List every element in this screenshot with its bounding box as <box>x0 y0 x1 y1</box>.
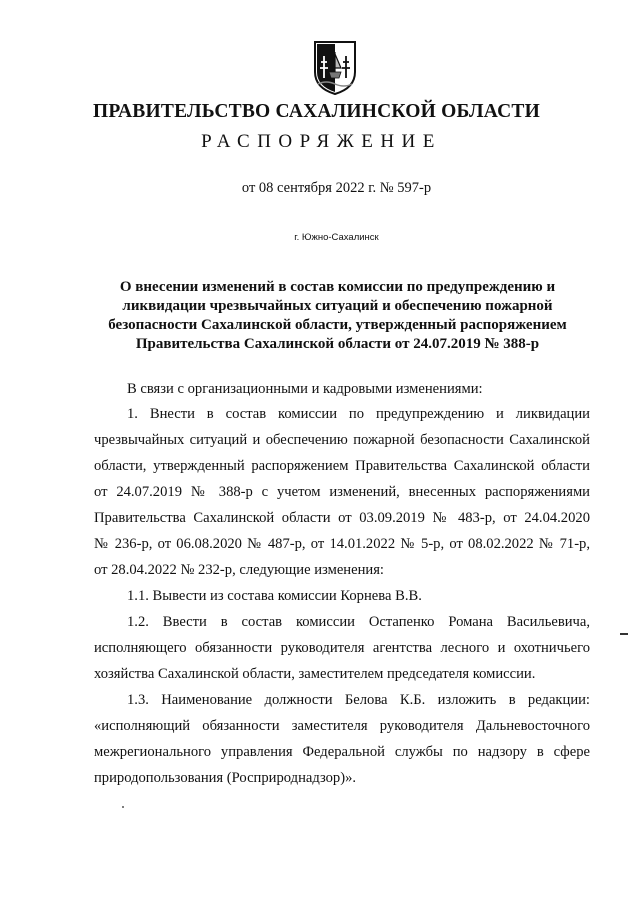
body-line: природопользования (Росприроднадзор)». <box>94 770 357 786</box>
body-line: 1. Внести в состав комиссии по предупреждению и ликвидации <box>127 406 590 422</box>
subject-line: ликвидации чрезвычайных ситуаций и обеспечению пожарной <box>122 298 553 314</box>
body-line: от 28.04.2022 № 232-р, следующие изменения: <box>94 562 384 578</box>
body-line: 1.3. Наименование должности Белова К.Б. изложить в редакции: <box>127 692 590 708</box>
document-date-number: от 08 сентября 2022 г. № 597-р <box>241 180 432 196</box>
body-line: 1.1. Вывести из состава комиссии Корнева В.В. <box>127 588 422 604</box>
body-line: Правительства Сахалинской области от 03.09.2019 № 483-р, от 24.04.2020 <box>94 510 590 526</box>
document-subject <box>100 278 575 354</box>
body-line: № 236-р, от 06.08.2020 № 487-р, от 14.01.2022 № 5-р, от 08.02.2022 № 71-р, <box>94 536 590 552</box>
scan-mark <box>620 633 628 635</box>
body-line: хозяйства Сахалинской области, заместителем председателя комиссии. <box>94 666 536 682</box>
body-line: области, утвержденный распоряжением Правительства Сахалинской области <box>94 458 590 474</box>
body-line: от 24.07.2019 № 388-р с учетом изменений, внесенных распоряжениями <box>94 484 590 500</box>
body-line: чрезвычайных ситуаций и обеспечению пожарной безопасности Сахалинской <box>94 432 590 448</box>
subject-line: безопасности Сахалинской области, утвержденный распоряжением <box>108 317 567 333</box>
sakhalin-coat-of-arms-icon <box>312 38 358 96</box>
subject-line: О внесении изменений в состав комиссии по предупреждению и <box>119 279 556 295</box>
subject-line: Правительства Сахалинской области от 24.07.2019 № 388-р <box>135 336 540 352</box>
body-line: исполняющего обязанности руководителя агентства лесного и охотничьего <box>94 640 590 656</box>
government-name: ПРАВИТЕЛЬСТВО САХАЛИНСКОЙ ОБЛАСТИ <box>93 101 540 122</box>
document-city: г. Южно-Сахалинск <box>294 232 379 243</box>
body-line: В связи с организационными и кадровыми изменениями: <box>127 381 483 397</box>
document-type: РАСПОРЯЖЕНИЕ <box>201 131 442 152</box>
scan-speck <box>122 806 124 808</box>
body-line: 1.2. Ввести в состав комиссии Остапенко Романа Васильевича, <box>127 614 590 630</box>
body-line: межрегионального управления Федеральной службы по надзору в сфере <box>94 744 590 760</box>
body-line: «исполняющий обязанности заместителя руководителя Дальневосточного <box>94 718 590 734</box>
